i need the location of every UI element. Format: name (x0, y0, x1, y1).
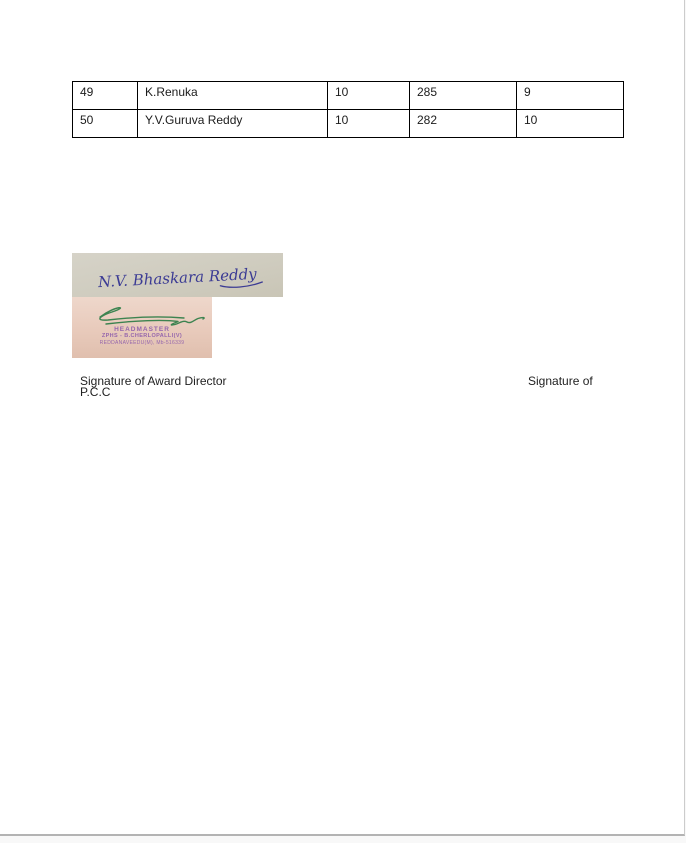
cell-value-3: 9 (517, 82, 624, 110)
headmaster-stamp-image (72, 297, 212, 358)
cell-student-name: K.Renuka (138, 82, 328, 110)
signature-script-text: N.V. Bhaskara Reddy (97, 264, 258, 292)
stamp-text-block (72, 326, 212, 347)
cell-serial-number: 49 (73, 82, 138, 110)
cell-serial-number: 50 (73, 110, 138, 138)
cell-value-2: 282 (410, 110, 517, 138)
cell-value-1: 10 (328, 110, 410, 138)
table-row (73, 82, 624, 110)
cell-student-name: Y.V.Guruva Reddy (138, 110, 328, 138)
signature-label-line1: Signature of Award Director (80, 374, 227, 388)
stamp-title: HEADMASTER (114, 326, 170, 333)
right-signature-label: Signature of (528, 374, 593, 388)
signature-label-line2: P.C.C (80, 385, 111, 399)
stamp-address: REDDANAVEEDU(M), Mb-516339 (99, 340, 185, 346)
cell-value-3: 10 (517, 110, 624, 138)
handwritten-signature-image (72, 253, 283, 297)
stamp-school: ZPHS - B.CHERLOPALLI(V) (101, 333, 183, 339)
marks-table (72, 81, 624, 138)
award-director-signature-label (80, 376, 227, 398)
table-row (73, 110, 624, 138)
cell-value-2: 285 (410, 82, 517, 110)
handwritten-signature-ink (72, 253, 283, 297)
cell-value-1: 10 (328, 82, 410, 110)
